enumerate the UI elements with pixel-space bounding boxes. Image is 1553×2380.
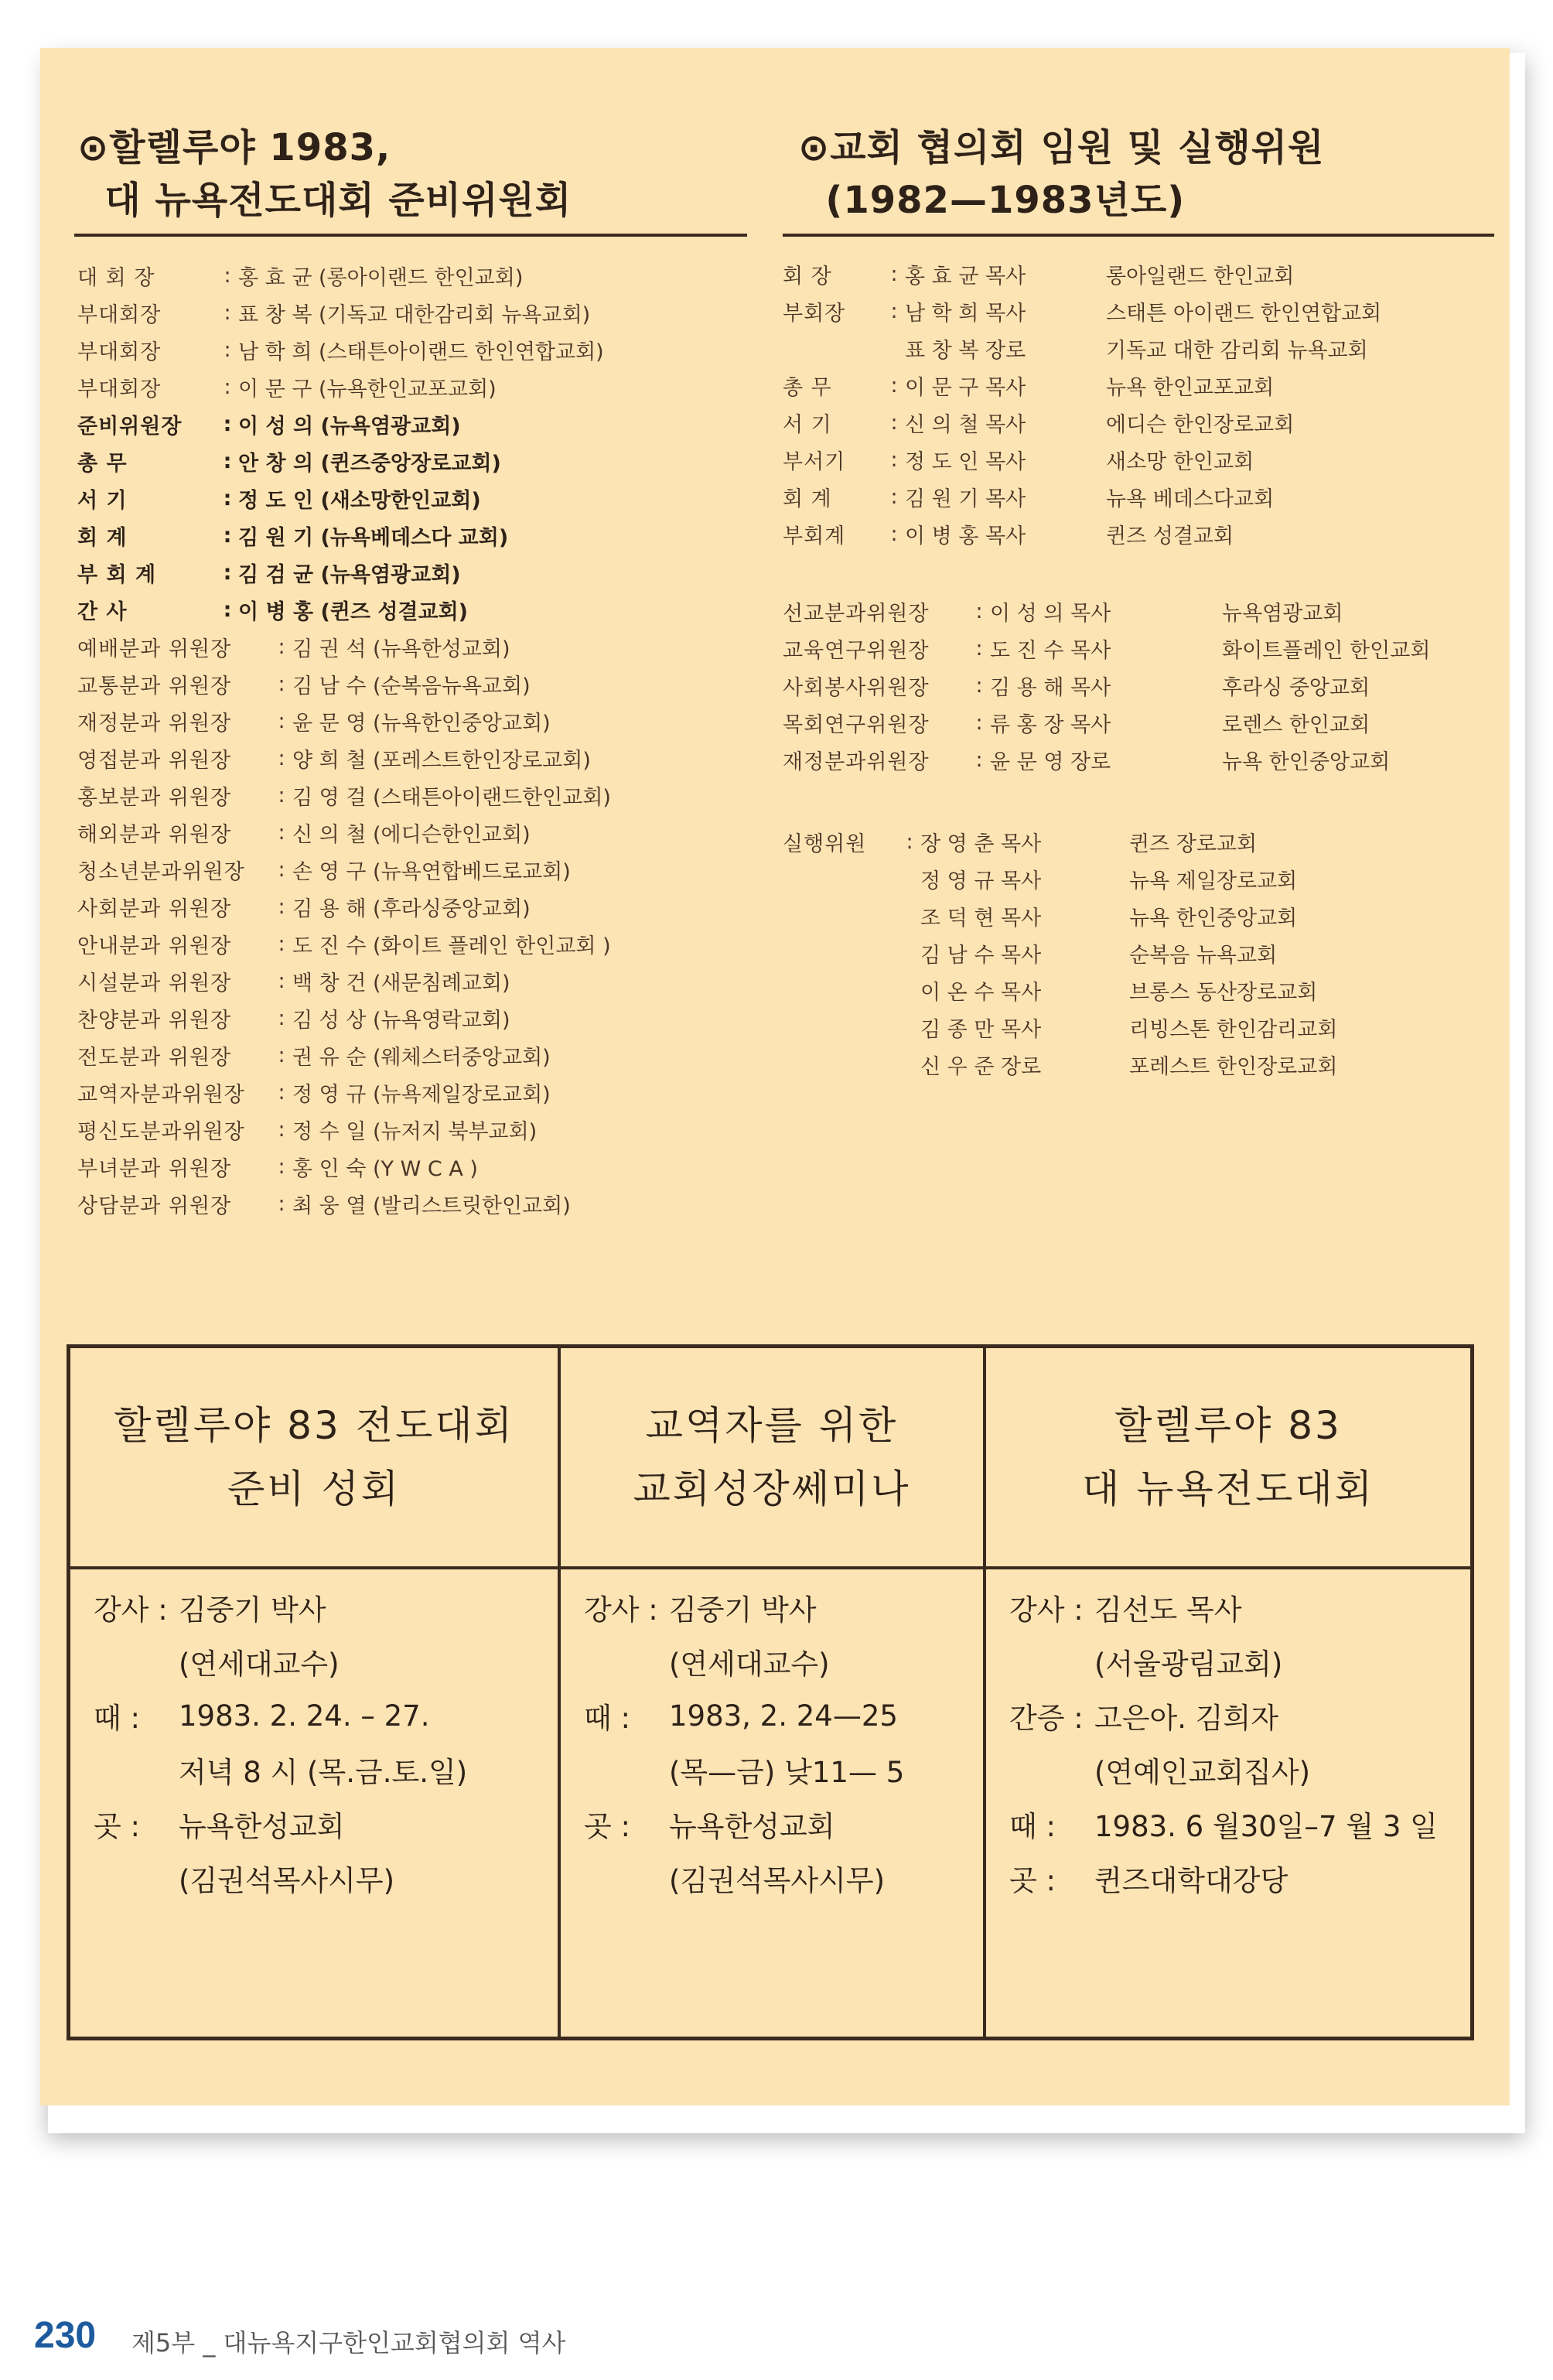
committee-member: 남 학 희 (스태튼아이랜드 한인연합교회): [238, 340, 604, 364]
committee-row: [77, 442, 611, 480]
committee-role: 총 무: [77, 451, 128, 476]
committee-role: 서 기: [77, 488, 128, 513]
committee-row: [77, 925, 611, 962]
committee-role: 교역자분과위원장: [77, 1082, 245, 1107]
row-divider: [70, 1566, 1470, 1569]
separator-colon: :: [223, 411, 232, 436]
committees-row: [783, 667, 1430, 704]
separator-colon: :: [278, 968, 285, 993]
committee-member: 도 진 수 (화이트 플레인 한인교회 ): [292, 934, 611, 958]
separator-colon: :: [278, 746, 285, 770]
officer-role: 교육연구위원장: [783, 638, 930, 663]
officer-church: 화이트플레인 한인교회: [1222, 638, 1431, 663]
event-detail-row: [584, 1689, 975, 1743]
separator-colon: :: [278, 709, 285, 733]
committee-row: [77, 702, 611, 739]
committee-member: 김 용 해 (후라싱중앙교회): [292, 896, 531, 921]
officer-name: 정 도 인 목사: [905, 449, 1026, 474]
separator-colon: :: [890, 484, 898, 509]
officer-church: 기독교 대한 감리회 뉴욕교회: [1106, 338, 1368, 363]
left-committee-list: [77, 257, 611, 1222]
officer-church: 뉴욕염광교회: [1222, 601, 1343, 626]
event-detail-value: (김권석목사시무): [179, 1864, 395, 1897]
committee-role: 상담분과 위원장: [77, 1193, 232, 1218]
committee-member: 윤 문 영 (뉴욕한인중앙교회): [292, 711, 551, 736]
event-detail-row: [1009, 1797, 1463, 1851]
executive-member-row: [783, 1009, 1337, 1046]
executive-church: 리빙스톤 한인감리교회: [1129, 1017, 1338, 1042]
officer-role: 부서기: [783, 449, 846, 474]
committee-member: 김 검 균 (뉴욕염광교회): [238, 562, 461, 587]
executive-name: 이 온 수 목사: [920, 980, 1042, 1005]
committee-member: 이 병 홍 (퀸즈 성결교회): [238, 599, 469, 624]
officer-church: 뉴욕 한인중앙교회: [1222, 750, 1391, 774]
committee-member: 신 의 철 (에디슨한인교회): [292, 822, 531, 847]
committee-role: 간 사: [77, 599, 128, 624]
committee-row: [77, 1148, 611, 1185]
executive-member-row: [783, 897, 1337, 934]
executive-label: 실행위원: [783, 831, 867, 856]
separator-colon: :: [223, 597, 232, 622]
committee-role: 청소년분과위원장: [77, 859, 245, 884]
committee-row: [77, 777, 611, 814]
committee-row: [77, 814, 611, 851]
executive-church: 퀸즈 장로교회: [1129, 831, 1258, 856]
committee-member: 김 영 걸 (스태튼아이랜드한인교회): [292, 785, 611, 810]
officer-role: 총 무: [783, 375, 832, 400]
separator-colon: :: [890, 447, 898, 472]
officer-role: 사회봉사위원장: [783, 675, 930, 700]
committee-role: 부대회장: [77, 340, 162, 364]
separator-colon: :: [975, 710, 983, 735]
event-detail-row: [584, 1634, 975, 1689]
committee-row: [77, 294, 611, 331]
right-heading-line1: ⊙교회 협의회 임원 및 실행위원: [798, 126, 1325, 169]
officer-name: 류 홍 장 목사: [990, 712, 1111, 737]
event-detail-value: 김선도 목사: [1094, 1593, 1242, 1627]
executive-church: 포레스트 한인장로교회: [1129, 1054, 1338, 1079]
page-caption: 제5부 _ 대뉴욕지구한인교회협의회 역사: [131, 2328, 566, 2358]
committee-row: [77, 480, 611, 517]
officer-name: 이 성 의 목사: [990, 601, 1111, 626]
event-detail-row: [1009, 1580, 1463, 1634]
event-detail-key: 곳 :: [584, 1810, 630, 1843]
executive-church: 뉴욕 한인중앙교회: [1129, 906, 1298, 930]
officer-name: 윤 문 영 장로: [990, 750, 1111, 774]
separator-colon: :: [278, 1080, 285, 1105]
separator-colon: :: [890, 521, 898, 546]
committee-member: 홍 인 숙 (Y W C A ): [292, 1156, 478, 1181]
event-detail-row: [1009, 1743, 1463, 1797]
officer-name: 신 의 철 목사: [905, 412, 1026, 437]
separator-colon: :: [278, 931, 285, 956]
committee-role: 회 계: [77, 525, 128, 550]
separator-colon: :: [278, 857, 285, 882]
committee-role: 부녀분과 위원장: [77, 1156, 232, 1181]
separator-colon: :: [278, 1006, 285, 1030]
committee-member: 권 유 순 (웨체스터중앙교회): [292, 1045, 551, 1070]
event-title-line: 준비 성회: [227, 1467, 401, 1511]
event-detail-row: [94, 1580, 550, 1634]
left-heading-line1: ⊙할렐루야 1983,: [77, 126, 391, 169]
officer-name: 도 진 수 목사: [990, 638, 1111, 663]
event-detail-row: [584, 1580, 975, 1634]
officer-role: 회 장: [783, 264, 832, 289]
separator-colon: :: [278, 1043, 285, 1067]
event-detail-value: 1983. 6 월30일–7 월 3 일: [1094, 1810, 1438, 1843]
committees-row: [783, 704, 1430, 741]
committees-row: [783, 592, 1430, 630]
left-heading-line2: 대 뉴욕전도대회 준비위원회: [77, 179, 572, 222]
committee-role: 전도분과 위원장: [77, 1045, 232, 1070]
event-detail-value: 뉴욕한성교회: [669, 1810, 835, 1843]
event-detail-row: [94, 1743, 550, 1797]
event-detail-key: 때 :: [1009, 1810, 1056, 1843]
event-details: [94, 1580, 550, 1905]
committee-role: 예배분과 위원장: [77, 637, 232, 661]
event-detail-value: (김권석목사시무): [669, 1864, 886, 1897]
event-detail-key: 강사 :: [1009, 1593, 1084, 1627]
event-title-line: 교역자를 위한: [645, 1403, 899, 1448]
officer-church: 에디슨 한인장로교회: [1106, 412, 1295, 437]
officer-church: 로렌스 한인교회: [1222, 712, 1370, 737]
committees-row: [783, 741, 1430, 778]
officers-row: [783, 404, 1381, 441]
executive-members-list: [783, 823, 1337, 1083]
committee-row: [77, 257, 611, 294]
event-detail-row: [94, 1851, 550, 1905]
event-detail-value: (서울광림교회): [1094, 1648, 1283, 1681]
committee-member: 이 문 구 (뉴욕한인교포교회): [238, 377, 497, 401]
event-title-line: 교회성장쎄미나: [633, 1467, 911, 1511]
separator-colon: :: [224, 300, 231, 325]
committee-row: [77, 1074, 611, 1111]
event-detail-value: (목—금) 낮11— 5: [669, 1756, 905, 1789]
committee-row: [77, 888, 611, 925]
event-detail-row: [94, 1689, 550, 1743]
event-detail-value: (연세대교수): [179, 1648, 340, 1681]
separator-colon: :: [223, 449, 232, 473]
event-title-line: 할렐루야 83 전도대회: [114, 1403, 514, 1448]
event-detail-row: [584, 1743, 975, 1797]
separator-colon: :: [278, 1154, 285, 1179]
officer-role: 부회장: [783, 301, 846, 326]
separator-colon: :: [224, 374, 231, 399]
committee-member: 정 도 인 (새소망한인교회): [238, 488, 481, 513]
event-title: [561, 1348, 983, 1566]
executive-member-row: [783, 1046, 1337, 1083]
committee-role: 찬양분과 위원장: [77, 1008, 232, 1033]
committees-row: [783, 630, 1430, 667]
officer-church: 새소망 한인교회: [1106, 449, 1254, 474]
committee-row: [77, 962, 611, 999]
officer-name: 이 문 구 목사: [905, 375, 1026, 400]
event-detail-value: 퀸즈대학대강당: [1094, 1864, 1288, 1897]
separator-colon: :: [223, 486, 232, 510]
separator-colon: :: [278, 1117, 285, 1142]
separator-colon: :: [224, 263, 231, 288]
event-title: [986, 1348, 1470, 1566]
committee-role: 부대회장: [77, 302, 162, 327]
event-detail-row: [94, 1634, 550, 1689]
committee-member: 김 남 수 (순복음뉴욕교회): [292, 674, 531, 698]
event-detail-value: 1983. 2. 24. – 27.: [179, 1699, 430, 1733]
officer-church: 뉴욕 베데스다교회: [1106, 487, 1275, 511]
committee-row: [77, 405, 611, 442]
officers-row: [783, 292, 1381, 330]
separator-colon: :: [975, 747, 983, 772]
committee-member: 손 영 구 (뉴욕연합베드로교회): [292, 859, 571, 884]
event-title-line: 대 뉴욕전도대회: [1082, 1467, 1374, 1511]
right-officers-list: [783, 255, 1381, 552]
committee-row: [77, 665, 611, 702]
officers-row: [783, 478, 1381, 515]
scanned-page: [40, 48, 1510, 2105]
event-table: [67, 1344, 1474, 2040]
executive-name: 신 우 준 장로: [920, 1054, 1042, 1079]
event-detail-value: 뉴욕한성교회: [179, 1810, 345, 1843]
committee-row: [77, 368, 611, 405]
committee-row: [77, 554, 611, 591]
committee-member: 정 수 일 (뉴저지 북부교회): [292, 1119, 538, 1144]
committee-role: 사회분과 위원장: [77, 896, 232, 921]
separator-colon: :: [278, 783, 285, 808]
separator-colon: :: [975, 673, 983, 698]
event-title: [70, 1348, 558, 1566]
committee-row: [77, 999, 611, 1036]
committee-member: 정 영 규 (뉴욕제일장로교회): [292, 1082, 551, 1107]
event-detail-key: 강사 :: [94, 1593, 168, 1627]
committee-member: 최 웅 열 (발리스트릿한인교회): [292, 1193, 571, 1218]
officers-row: [783, 367, 1381, 404]
right-committees-list: [783, 592, 1430, 778]
officer-role: 재정분과위원장: [783, 750, 930, 774]
separator-colon: :: [223, 523, 232, 548]
committee-row: [77, 1185, 611, 1222]
separator-colon: :: [975, 636, 983, 661]
officer-church: 롱아일랜드 한인교회: [1106, 264, 1295, 289]
officer-role: 선교분과위원장: [783, 601, 930, 626]
committee-row: [77, 1036, 611, 1074]
executive-member-row: [783, 971, 1337, 1009]
committee-row: [77, 331, 611, 368]
executive-name: 장 영 춘 목사: [920, 831, 1042, 856]
committee-row: [77, 851, 611, 888]
right-heading-rule: [783, 234, 1494, 237]
event-details: [1009, 1580, 1463, 1905]
executive-church: 뉴욕 제일장로교회: [1129, 869, 1298, 893]
event-detail-value: (연세대교수): [669, 1648, 830, 1681]
committee-role: 부 회 계: [77, 562, 157, 587]
event-detail-row: [584, 1797, 975, 1851]
event-detail-key: 곳 :: [94, 1810, 140, 1843]
committee-role: 평신도분과위원장: [77, 1119, 245, 1144]
committee-row: [77, 739, 611, 777]
officers-row: [783, 441, 1381, 478]
separator-colon: :: [890, 373, 898, 398]
officer-church: 스태튼 아이랜드 한인연합교회: [1106, 301, 1382, 326]
executive-name: 김 남 수 목사: [920, 943, 1042, 968]
officer-name: 이 병 홍 목사: [905, 524, 1026, 548]
event-detail-row: [1009, 1634, 1463, 1689]
committee-role: 준비위원장: [77, 414, 183, 439]
separator-colon: :: [278, 634, 285, 659]
separator-colon: :: [890, 410, 898, 435]
officers-row: [783, 330, 1381, 367]
separator-colon: :: [224, 337, 231, 362]
officer-name: 김 용 해 목사: [990, 675, 1111, 700]
officer-name: 표 창 복 장로: [905, 338, 1026, 363]
committee-row: [77, 1111, 611, 1148]
committee-member: 표 창 복 (기독교 대한감리회 뉴욕교회): [238, 302, 591, 327]
officer-role: 부회계: [783, 524, 846, 548]
event-detail-value: 김중기 박사: [669, 1593, 817, 1627]
left-heading-rule: [74, 234, 747, 237]
event-detail-row: [1009, 1689, 1463, 1743]
executive-name: 김 종 만 목사: [920, 1017, 1042, 1042]
separator-colon: :: [278, 671, 285, 696]
right-heading-line2: (1982—1983년도): [798, 179, 1186, 222]
committee-row: [77, 517, 611, 554]
event-detail-row: [94, 1797, 550, 1851]
event-detail-row: [584, 1851, 975, 1905]
event-detail-key: 곳 :: [1009, 1864, 1056, 1897]
committee-member: 백 창 건 (새문침례교회): [292, 971, 510, 995]
event-detail-value: (연예인교회집사): [1094, 1756, 1311, 1789]
executive-member-row: [783, 823, 1337, 860]
event-detail-key: 때 :: [94, 1702, 140, 1735]
committee-role: 대 회 장: [77, 265, 155, 290]
event-detail-value: 김중기 박사: [179, 1593, 326, 1627]
committee-member: 홍 효 균 (롱아이랜드 한인교회): [238, 265, 524, 290]
separator-colon: :: [223, 560, 232, 585]
executive-name: 조 덕 현 목사: [920, 906, 1042, 930]
executive-church: 브롱스 동산장로교회: [1129, 980, 1318, 1005]
event-detail-value: 고은아. 김희자: [1094, 1702, 1278, 1735]
committee-role: 시설분과 위원장: [77, 971, 232, 995]
event-detail-key: 때 :: [584, 1702, 630, 1735]
committee-role: 홍보분과 위원장: [77, 785, 232, 810]
executive-member-row: [783, 934, 1337, 971]
committee-role: 재정분과 위원장: [77, 711, 232, 736]
officer-church: 뉴욕 한인교포교회: [1106, 375, 1275, 400]
separator-colon: :: [890, 261, 898, 286]
committee-member: 안 창 의 (퀸즈중앙장로교회): [238, 451, 501, 476]
separator-colon: :: [278, 820, 285, 845]
page-number: 230: [34, 2315, 97, 2356]
committee-row: [77, 591, 611, 628]
event-detail-key: 강사 :: [584, 1593, 658, 1627]
committee-row: [77, 628, 611, 665]
event-detail-value: 1983, 2. 24—25: [669, 1699, 898, 1733]
separator-colon: :: [975, 599, 983, 623]
officer-role: 회 계: [783, 487, 832, 511]
separator-colon: :: [890, 299, 898, 323]
officer-church: 후라싱 중앙교회: [1222, 675, 1370, 700]
committee-member: 이 성 의 (뉴욕염광교회): [238, 414, 461, 439]
separator-colon: :: [906, 829, 913, 854]
committee-role: 해외분과 위원장: [77, 822, 232, 847]
event-detail-key: 간증 :: [1009, 1702, 1084, 1735]
officers-row: [783, 255, 1381, 292]
officer-role: 목회연구위원장: [783, 712, 930, 737]
executive-member-row: [783, 860, 1337, 897]
committee-role: 영접분과 위원장: [77, 748, 232, 773]
officer-name: 남 학 희 목사: [905, 301, 1026, 326]
executive-church: 순복음 뉴욕교회: [1129, 943, 1278, 968]
event-details: [584, 1580, 975, 1905]
separator-colon: :: [278, 1191, 285, 1216]
committee-member: 김 성 상 (뉴욕영락교회): [292, 1008, 510, 1033]
officers-row: [783, 515, 1381, 552]
officer-name: 홍 효 균 목사: [905, 264, 1026, 289]
event-title-line: 할렐루야 83: [1114, 1403, 1342, 1448]
officer-church: 퀸즈 성결교회: [1106, 524, 1234, 548]
committee-role: 부대회장: [77, 377, 162, 401]
committee-member: 양 희 철 (포레스트한인장로교회): [292, 748, 591, 773]
executive-name: 정 영 규 목사: [920, 869, 1042, 893]
committee-role: 안내분과 위원장: [77, 934, 232, 958]
officer-name: 김 원 기 목사: [905, 487, 1026, 511]
event-detail-value: 저녁 8 시 (목.금.토.일): [179, 1756, 468, 1789]
committee-role: 교통분과 위원장: [77, 674, 232, 698]
event-detail-row: [1009, 1851, 1463, 1905]
committee-member: 김 권 석 (뉴욕한성교회): [292, 637, 510, 661]
committee-member: 김 원 기 (뉴욕베데스다 교회): [238, 525, 509, 550]
officer-role: 서 기: [783, 412, 832, 437]
separator-colon: :: [278, 894, 285, 919]
